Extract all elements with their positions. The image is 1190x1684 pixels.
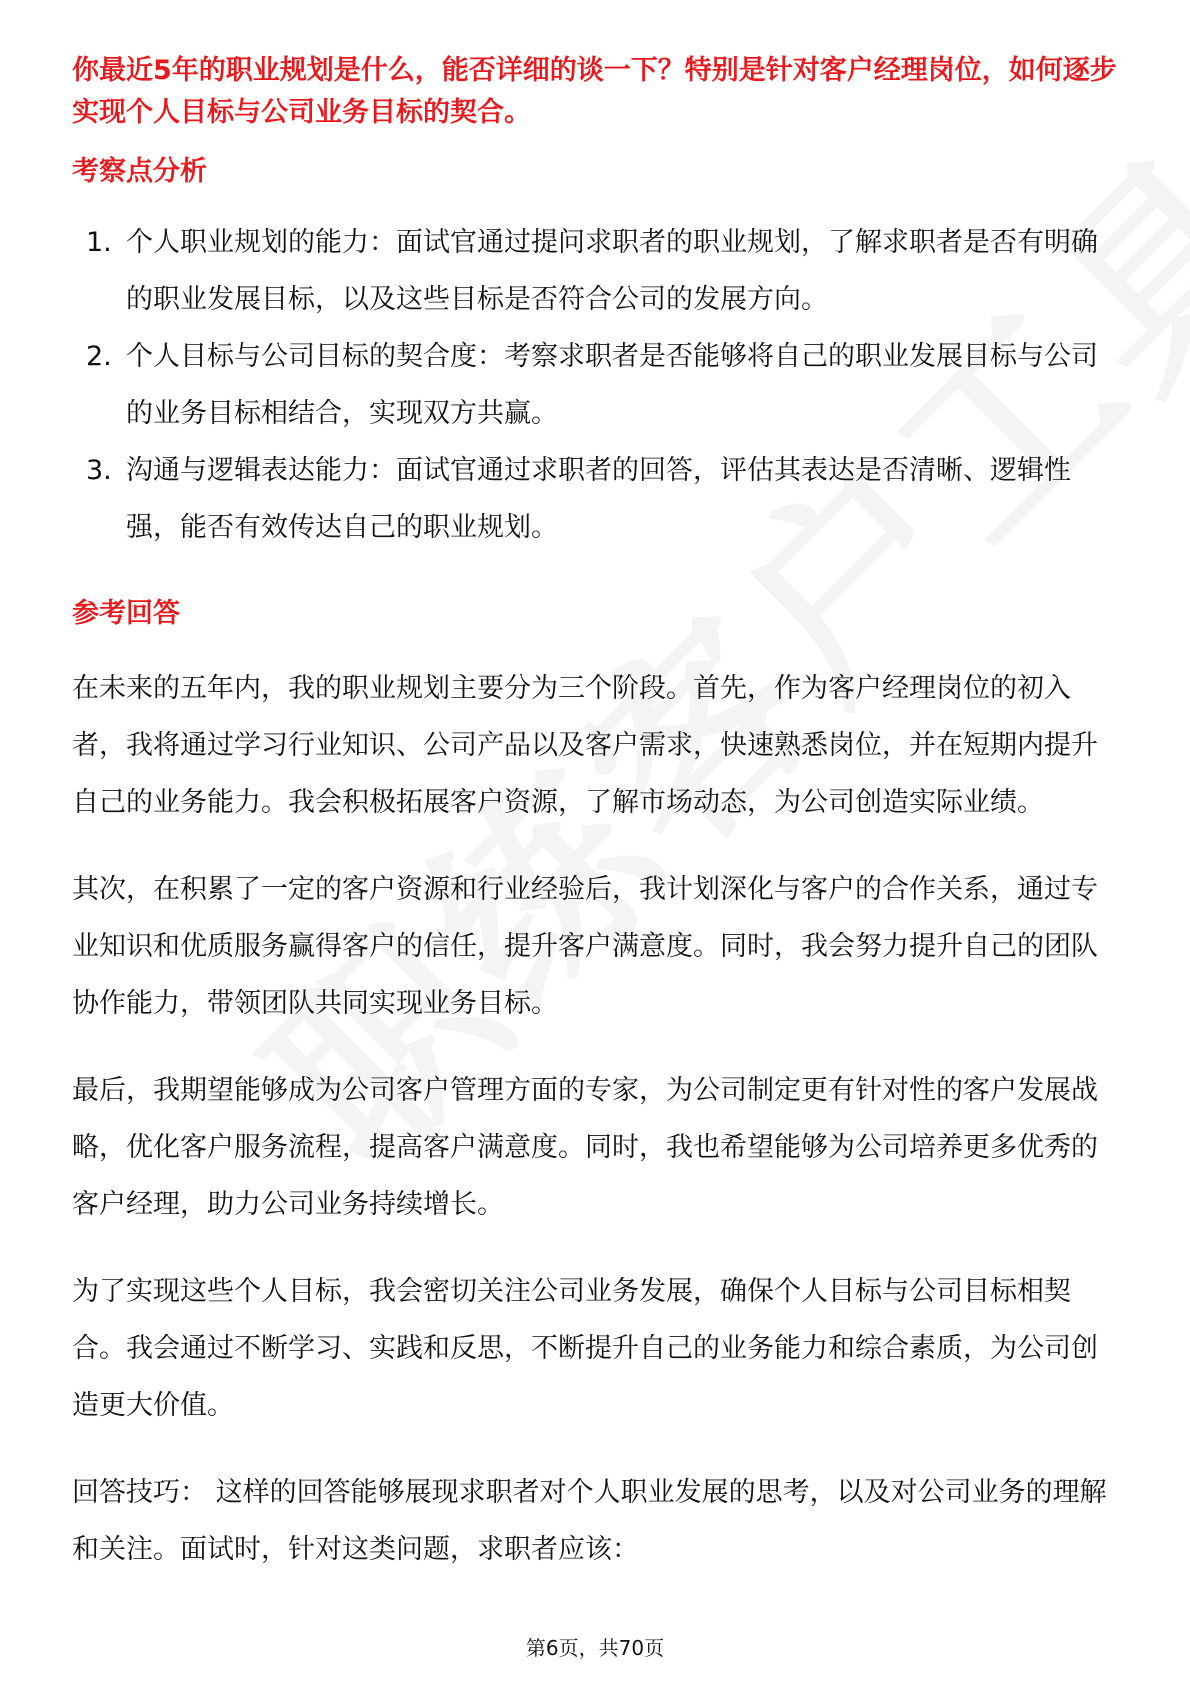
answer-paragraph: 在未来的五年内，我的职业规划主要分为三个阶段。首先，作为客户经理岗位的初入者，我将通过学习行业知识、公司产品以及客户需求，快速熟悉岗位，并在短期内提升自己的业务能力。我会积极拓展客户资源，了解市场动态，为公司创造实际业绩。 (72, 673, 1098, 818)
page-number: 第6页，共70页 (525, 1636, 665, 1660)
list-text: 个人职业规划的能力：面试官通过提问求职者的职业规划，了解求职者是否有明确的职业发展目标，以及这些目标是否符合公司的发展方向。 (126, 227, 1098, 315)
analysis-title: 考察点分析 (72, 156, 207, 187)
question-heading: 你最近5年的职业规划是什么，能否详细的谈一下？特别是针对客户经理岗位，如何逐步实现个人目标与公司业务目标的契合。 (72, 55, 1117, 128)
list-text: 个人目标与公司目标的契合度：考察求职者是否能够将自己的职业发展目标与公司的业务目标相结合，实现双方共赢。 (126, 341, 1098, 429)
content (72, 50, 1122, 1578)
answer-tip: 回答技巧： 这样的回答能够展现求职者对个人职业发展的思考，以及对公司业务的理解和关注。面试时，针对这类问题，求职者应该： (72, 1477, 1107, 1565)
answer-paragraph: 其次，在积累了一定的客户资源和行业经验后，我计划深化与客户的合作关系，通过专业知识和优质服务赢得客户的信任，提升客户满意度。同时，我会努力提升自己的团队协作能力，带领团队共同实现业务目标。 (72, 874, 1098, 1019)
answer-title: 参考回答 (72, 598, 180, 629)
list-item (72, 214, 1122, 328)
list-number: 2. (86, 341, 112, 372)
answer-paragraph: 为了实现这些个人目标，我会密切关注公司业务发展，确保个人目标与公司目标相契合。我会通过不断学习、实践和反思，不断提升自己的业务能力和综合素质，为公司创造更大价值。 (72, 1276, 1098, 1421)
answer-paragraph: 最后，我期望能够成为公司客户管理方面的专家，为公司制定更有针对性的客户发展战略，优化客户服务流程，提高客户满意度。同时，我也希望能够为公司培养更多优秀的客户经理，助力公司业务持续增长。 (72, 1075, 1098, 1220)
analysis-list (72, 214, 1122, 556)
list-text: 沟通与逻辑表达能力：面试官通过求职者的回答，评估其表达是否清晰、逻辑性强，能否有效传达自己的职业规划。 (126, 455, 1071, 543)
list-item (72, 328, 1122, 442)
list-item (72, 442, 1122, 556)
list-number: 1. (86, 227, 112, 258)
list-number: 3. (86, 455, 112, 486)
